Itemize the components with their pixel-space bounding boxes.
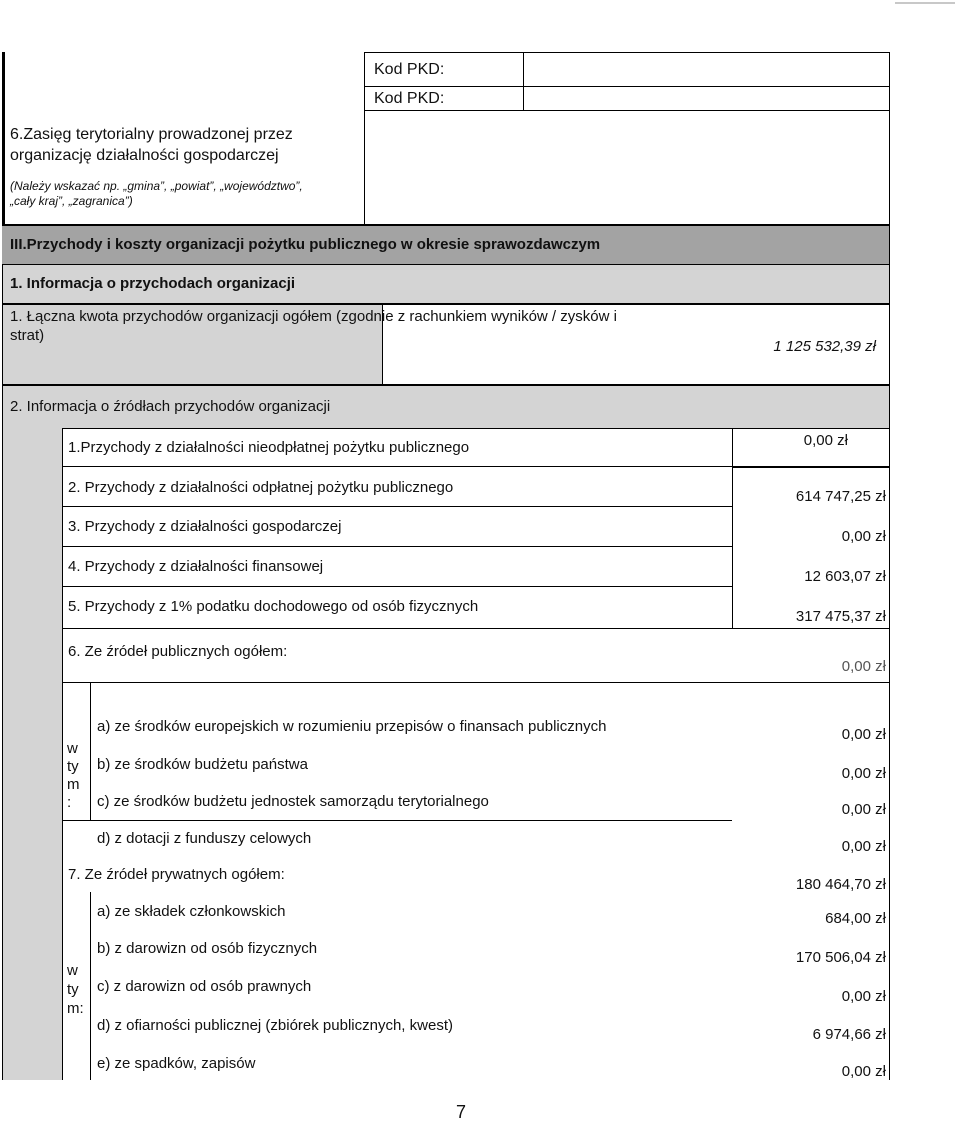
private-wtym-char: m:: [67, 1000, 84, 1017]
public-item-label: b) ze środków budżetu państwa: [97, 756, 308, 773]
source-row-value: 0,00 zł: [803, 432, 848, 449]
section3-title: III.Przychody i koszty organizacji pożytku publicznego w okresie sprawozdawczym: [10, 236, 601, 253]
private-wtym-char: w: [67, 962, 78, 979]
public-item-label: d) z dotacji z funduszy celowych: [97, 830, 312, 847]
private-item-label: b) z darowizn od osób fizycznych: [97, 940, 318, 957]
source-row-label: 2. Przychody z działalności odpłatnej pożytku publicznego: [68, 479, 454, 496]
public-item-value: 0,00 zł: [841, 726, 886, 743]
public-item-value: 0,00 zł: [841, 765, 886, 782]
source-row-label: 5. Przychody z 1% podatku dochodowego od osób fizycznych: [68, 598, 479, 615]
private-item-value: 6 974,66 zł: [812, 1026, 886, 1043]
page-number: 7: [456, 1102, 467, 1122]
source-row-value: 317 475,37 zł: [795, 608, 886, 625]
public-total-label: 6. Ze źródeł publicznych ogółem:: [68, 643, 288, 660]
source-row-value: 0,00 zł: [841, 528, 886, 545]
scope-hint-line2: „cały kraj”, „zagranica”): [10, 194, 133, 208]
private-item-label: d) z ofiarności publicznej (zbiórek publicznych, kwest): [97, 1017, 453, 1034]
source-row-label: 4. Przychody z działalności finansowej: [68, 558, 324, 575]
income-info-title: 1. Informacja o przychodach organizacji: [10, 275, 296, 292]
private-item-label: e) ze spadków, zapisów: [97, 1055, 256, 1072]
private-item-label: a) ze składek członkowskich: [97, 903, 286, 920]
scope-value-field[interactable]: [370, 116, 884, 216]
pkd-label-1: Kod PKD:: [374, 61, 445, 78]
pkd-label-2: Kod PKD:: [374, 90, 445, 107]
public-total-value: 0,00 zł: [841, 658, 886, 675]
source-row-value: 12 603,07 zł: [804, 568, 886, 585]
scope-title-line2: organizację działalności gospodarczej: [10, 147, 279, 164]
public-item-value: 0,00 zł: [841, 801, 886, 818]
public-wtym-char: w: [67, 740, 78, 757]
private-wtym-char: ty: [67, 981, 79, 998]
private-item-value: 0,00 zł: [841, 1063, 886, 1080]
total-label-line1: 1. Łączna kwota przychodów organizacji ogółem (zgodnie z rachunkiem wyników / zysków i: [10, 308, 617, 325]
pkd-value-field-2[interactable]: [528, 88, 884, 108]
source-row-label: 1.Przychody z działalności nieodpłatnej pożytku publicznego: [68, 439, 470, 456]
public-wtym-char: ty: [67, 758, 79, 775]
scope-title-line1: 6.Zasięg terytorialny prowadzonej przez: [10, 126, 293, 143]
public-item-label: c) ze środków budżetu jednostek samorządu terytorialnego: [97, 793, 489, 810]
scope-hint-line1: (Należy wskazać np. „gmina”, „powiat”, „województwo”,: [10, 179, 303, 193]
public-wtym-char: :: [67, 794, 72, 811]
total-value: 1 125 532,39 zł: [773, 338, 876, 355]
private-total-value: 180 464,70 zł: [795, 876, 886, 893]
private-item-value: 170 506,04 zł: [795, 949, 886, 966]
private-item-label: c) z darowizn od osób prawnych: [97, 978, 312, 995]
pkd-value-field-1[interactable]: [528, 56, 884, 82]
corner-mark: [895, 2, 955, 4]
public-item-label: a) ze środków europejskich w rozumieniu przepisów o finansach publicznych: [97, 718, 607, 735]
public-item-value: 0,00 zł: [841, 838, 886, 855]
sources-title: 2. Informacja o źródłach przychodów organizacji: [10, 398, 331, 415]
private-item-value: 684,00 zł: [825, 910, 886, 927]
source-row-value: 614 747,25 zł: [795, 488, 886, 505]
private-total-label: 7. Ze źródeł prywatnych ogółem:: [68, 866, 285, 883]
source-row-label: 3. Przychody z działalności gospodarczej: [68, 518, 342, 535]
form-left-border-strip: [2, 52, 5, 224]
public-wtym-char: m: [67, 776, 80, 793]
sources-left-strip: [2, 428, 62, 1080]
total-label-line2: strat): [10, 327, 45, 344]
private-item-value: 0,00 zł: [841, 988, 886, 1005]
